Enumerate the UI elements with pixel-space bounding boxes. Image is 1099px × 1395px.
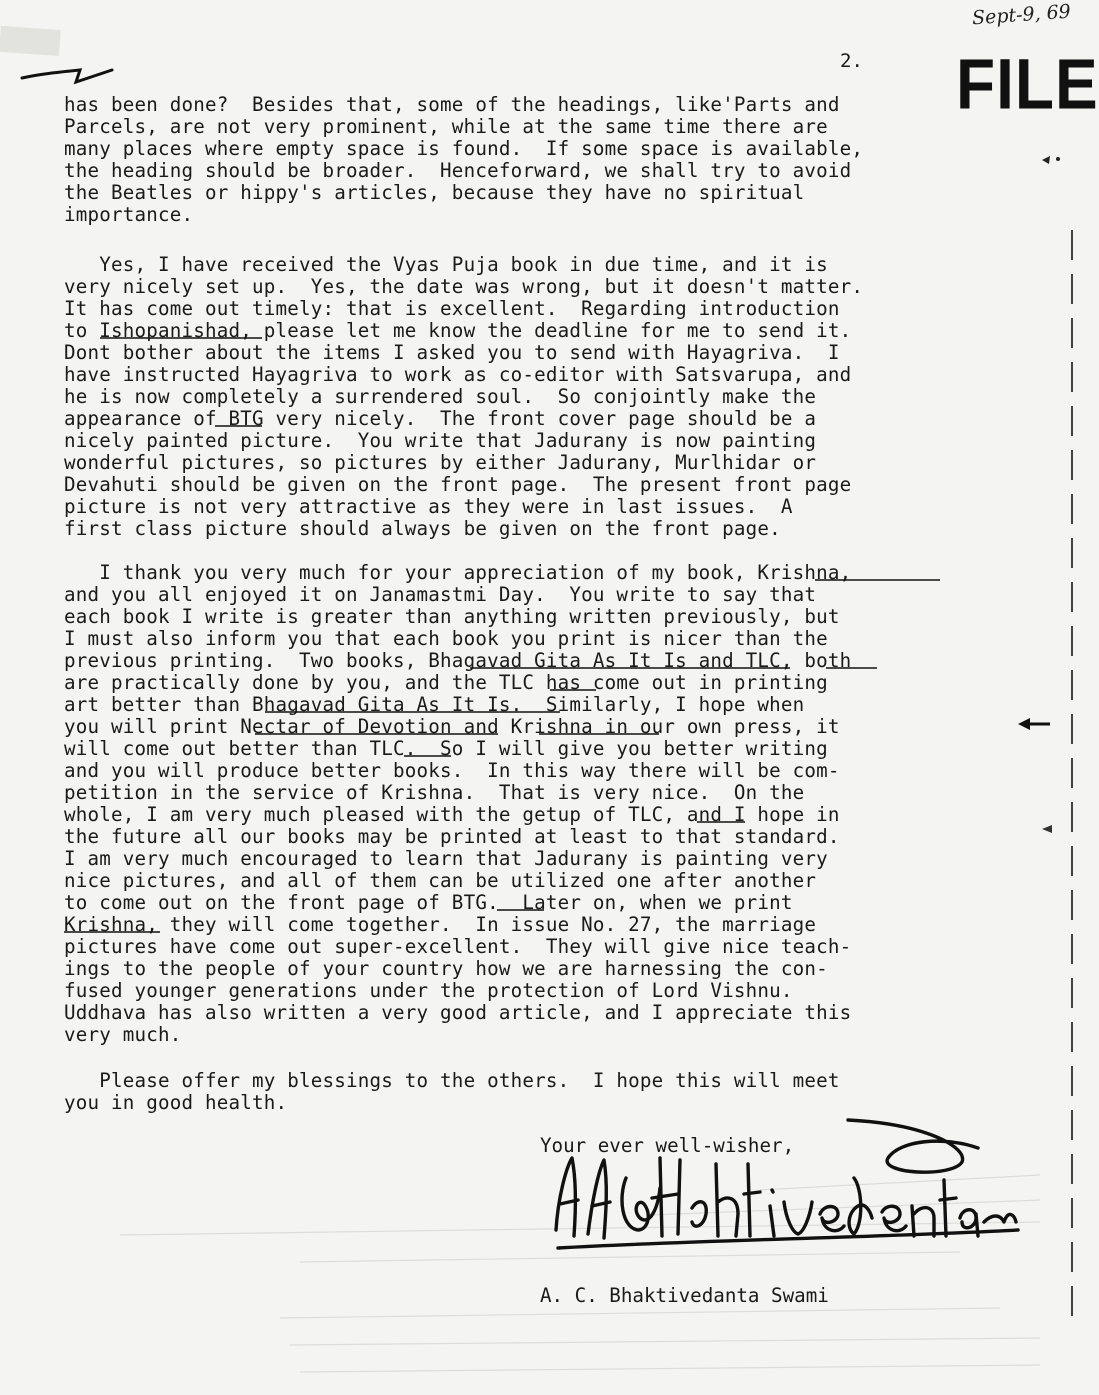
body-line: whole, I am very much pleased with the getup of TLC, and I hope in [64,803,840,826]
body-line: Yes, I have received the Vyas Puja book in due time, and it is [64,253,828,276]
body-line: have instructed Hayagriva to work as co-editor with Satsvarupa, and [64,363,852,386]
body-line: and you all enjoyed it on Janamastmi Day. You write to say that [64,583,817,606]
body-line: It has come out timely: that is excellent. Regarding introduction [64,297,840,320]
body-line: you in good health. [64,1091,288,1114]
body-line: appearance of BTG very nicely. The front cover page should be a [64,407,817,430]
sender-name: A. C. Bhaktivedanta Swami [540,1284,829,1307]
body-line: I must also inform you that each book you print is nicer than the [64,627,828,650]
body-line: Dont bother about the items I asked you to send with Hayagriva. I [64,341,840,364]
body-line: and you will produce better books. In this way there will be com- [64,759,840,782]
body-line: will come out better than TLC. So I will give you better writing [64,737,828,760]
body-line: the heading should be broader. Henceforward, we shall try to avoid [64,159,852,182]
body-line: pictures have come out super-excellent. They will give nice teach- [64,935,852,958]
body-line: to Ishopanishad, please let me know the deadline for me to send it. [64,319,852,342]
body-line: each book I write is greater than anything written previously, but [64,605,840,628]
body-line: petition in the service of Krishna. That is very nice. On the [64,781,805,804]
body-line: I am very much encouraged to learn that Jadurany is painting very [64,847,828,870]
page-number: 2. [840,50,863,72]
body-line: Krishna, they will come together. In issue No. 27, the marriage [64,913,817,936]
body-line: many places where empty space is found. If some space is available, [64,137,864,160]
body-line: Uddhava has also written a very good article, and I appreciate this [64,1001,852,1024]
body-line: previous printing. Two books, Bhagavad Gita As It Is and TLC, both [64,649,852,672]
body-line: very much. [64,1023,182,1046]
body-line: art better than Bhagavad Gita As It Is. Similarly, I hope when [64,693,805,716]
body-line: you will print Nectar of Devotion and Krishna in our own press, it [64,715,840,738]
body-line: fused younger generations under the protection of Lord Vishnu. [64,979,793,1002]
handwritten-signature [548,1118,1028,1268]
body-line: he is now completely a surrendered soul. So conjointly make the [64,385,817,408]
body-line: are practically done by you, and the TLC has come out in printing [64,671,828,694]
date-annotation: Sept-9, 69 [971,0,1072,30]
body-line: first class picture should always be given on the front page. [64,517,781,540]
body-line: wonderful pictures, so pictures by either Jadurany, Murlhidar or [64,451,817,474]
body-line: picture is not very attractive as they were in last issues. A [64,495,793,518]
body-line: very nicely set up. Yes, the date was wrong, but it doesn't matter. [64,275,864,298]
body-line: the Beatles or hippy's articles, because they have no spiritual [64,181,805,204]
body-line: has been done? Besides that, some of the headings, like'Parts and [64,93,840,116]
closing-salutation: Your ever well-wisher, [540,1134,795,1157]
body-line: the future all our books may be printed at least to that standard. [64,825,840,848]
body-line: importance. [64,203,194,226]
body-line: Devahuti should be given on the front page. The present front page [64,473,852,496]
body-line: ings to the people of your country how we are harnessing the con- [64,957,828,980]
file-stamp: FILE [956,43,1099,125]
body-line: nice pictures, and all of them can be utilized one after another [64,869,817,892]
body-line: Parcels, are not very prominent, while at the same time there are [64,115,828,138]
body-line: Please offer my blessings to the others. I hope this will meet [64,1069,840,1092]
body-line: I thank you very much for your appreciation of my book, Krishna, [64,561,852,584]
body-line: nicely painted picture. You write that Jadurany is now painting [64,429,817,452]
body-line: to come out on the front page of BTG. Later on, when we print [64,891,793,914]
